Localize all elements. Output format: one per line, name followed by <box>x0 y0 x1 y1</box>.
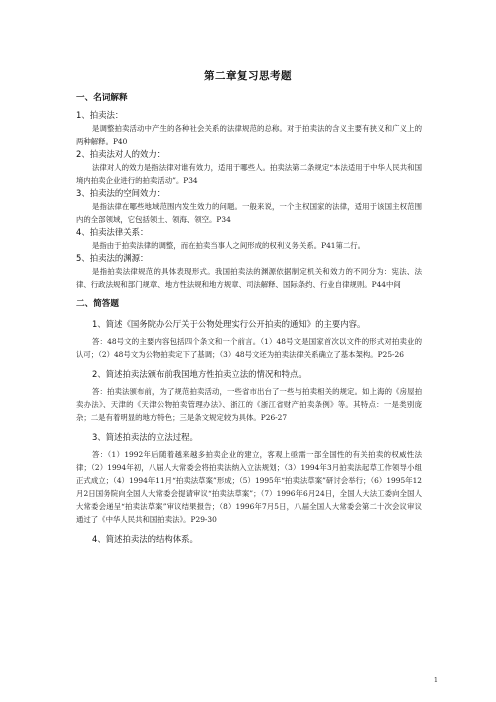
definition-text: 法律对人的效力是指法律对谁有效力，适用于哪些人。拍卖法第二条规定“本法适用于中华人民共和国境内拍卖企业进行的拍卖活动”。P34 <box>76 163 422 185</box>
document-body <box>76 92 422 546</box>
question-heading: 2、简述拍卖法颁布前我国地方性拍卖立法的情况和特点。 <box>92 369 307 379</box>
definition-text: 是指由于拍卖法律的调整，而在拍卖当事人之间形成的权利义务关系。P41第二行。 <box>92 241 366 250</box>
definition-term: 1、拍卖法： <box>76 110 124 120</box>
section-heading-definitions: 一、名词解释 <box>76 93 128 103</box>
definition-term: 5、拍卖法的渊源： <box>76 253 149 263</box>
question-heading: 1、简述《国务院办公厅关于公物处理实行公开拍卖的通知》的主要内容。 <box>92 319 366 329</box>
definition-term: 2、拍卖法对人的效力： <box>76 149 166 159</box>
answer-text: 答：拍卖法颁布前，为了规范拍卖活动，一些省市出台了一些与拍卖相关的规定。如上海的《房屋拍卖办法》、天津的《天津公物拍卖管理办法》、浙江的《浙江省财产拍卖条例》等。其特点：一是类别庞杂；二是有着明显的地方特色；三是条文规定较为具体。P26-27 <box>76 387 422 422</box>
page-title: 第二章复习思考题 <box>204 70 292 82</box>
question-heading: 4、简述拍卖法的结构体系。 <box>92 534 198 544</box>
definition-text: 是指拍卖法律规范的具体表现形式。我国拍卖法的渊源依据制定机关和效力的不同分为：宪法、法律、行政法规和部门规章、地方性法规和地方规章、司法解释、国际条约、行业自律规则。P44中间 <box>76 267 422 289</box>
section-heading-short-answer: 二、简答题 <box>76 299 119 309</box>
definition-text: 是调整拍卖活动中产生的各种社会关系的法律规范的总称。对于拍卖法的含义主要有狭义和广义上的两种解释。P40 <box>76 124 422 146</box>
answer-text: 答：（1）1992年后随着越来越多拍卖企业的建立，客观上亟需一部全国性的有关拍卖的权威性法律；（2）1994年初，八届人大常委会将拍卖法纳入立法规划；（3）1994年3月拍卖法起草工作领导小组正式成立；（4）1994年11月“拍卖法草案”形成；（5）1995年“拍卖法草案”研讨会举行；（6）1995年12月2日国务院向全国人大常委会提请审议“拍卖法草案”；（7）1996年6月24日，全国人大法工委向全国人大常委会递呈“拍卖法草案”审议结果报告；（8）1996年7月5日，八届全国人大常委会第二十次会议审议通过了《中华人民共和国拍卖法》。P29-30 <box>76 450 422 524</box>
definition-text: 是指法律在哪些地域范围内发生效力的问题。一般来说，一个主权国家的法律，适用于该国主权范围内的全部领域，它包括领土、领海、领空。P34 <box>76 202 422 224</box>
page-number: 1 <box>433 676 438 684</box>
answer-text: 答：48号文的主要内容包括四个条文和一个前言。（1）48号文是国家首次以文件的形式对拍卖业的认可；（2）48号文为公物拍卖定下了基调；（3）48号文还为拍卖法律关系确立了基本架构。P25-26 <box>76 337 422 359</box>
definition-term: 4、拍卖法律关系： <box>76 227 149 237</box>
question-heading: 3、简述拍卖法的立法过程。 <box>92 432 198 442</box>
definition-term: 3、拍卖法的空间效力： <box>76 188 166 198</box>
